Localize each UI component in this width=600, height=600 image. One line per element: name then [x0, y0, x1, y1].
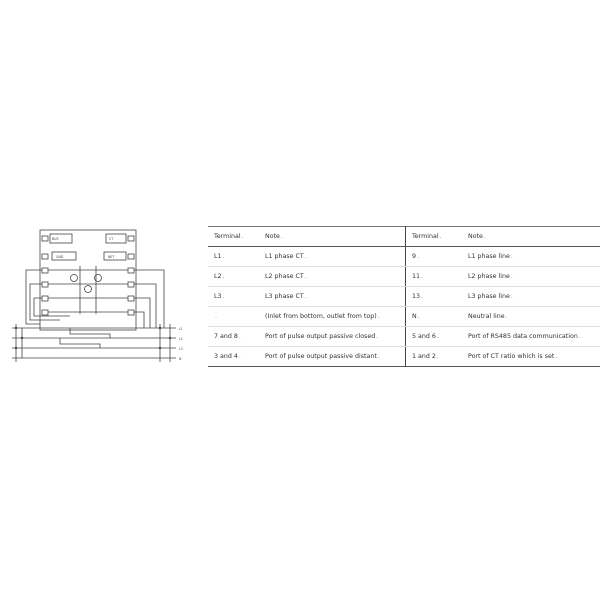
meter-body: [40, 230, 136, 330]
cell-note: Port of RS485 data communication.: [462, 327, 600, 347]
line-label-l3: L3: [179, 347, 183, 351]
module-label-net: NET: [108, 255, 115, 259]
cell-terminal: L1.: [208, 247, 259, 267]
table-row: [208, 267, 600, 287]
header-terminal-left: Terminal.: [208, 227, 259, 247]
cell-note: L2 phase line.: [462, 267, 600, 287]
header-note-left: Note.: [259, 227, 406, 247]
cell-note: L3 phase line.: [462, 287, 600, 307]
cell-note: (Inlet from bottom, outlet from top).: [259, 307, 406, 327]
table-row: [208, 247, 600, 267]
cell-terminal: 5 and 6.: [406, 327, 463, 347]
line-label-l2: L2: [179, 337, 183, 341]
cell-terminal: 11.: [406, 267, 463, 287]
table-row: [208, 347, 600, 367]
module-label-gnd: GND: [56, 255, 64, 259]
cell-note: L1 phase line.: [462, 247, 600, 267]
cell-terminal: 3 and 4.: [208, 347, 259, 367]
cell-terminal: 9.: [406, 247, 463, 267]
table-row: [208, 307, 600, 327]
table-row: [208, 287, 600, 307]
cell-note: L3 phase CT.: [259, 287, 406, 307]
terminal-table: [208, 226, 600, 367]
wiring-diagram: [0, 218, 200, 378]
cell-terminal: L2.: [208, 267, 259, 287]
cell-terminal: N.: [406, 307, 463, 327]
module-label-bus: BUS: [52, 237, 59, 241]
line-label-n: N: [179, 357, 182, 361]
cell-terminal: 13.: [406, 287, 463, 307]
cell-note: L1 phase CT.: [259, 247, 406, 267]
table-header-row: [208, 227, 600, 247]
module-label-ct: CT: [109, 237, 114, 241]
cell-terminal: L3.: [208, 287, 259, 307]
cell-terminal: 7 and 8.: [208, 327, 259, 347]
cell-note: Port of pulse output passive distant.: [259, 347, 406, 367]
cell-note: Port of pulse output passive closed.: [259, 327, 406, 347]
cell-note: L2 phase CT.: [259, 267, 406, 287]
header-note-right: Note.: [462, 227, 600, 247]
cell-note: Port of CT ratio which is set.: [462, 347, 600, 367]
line-label-l1: L1: [179, 327, 183, 331]
cell-note: Neutral line.: [462, 307, 600, 327]
cell-terminal: .: [208, 307, 259, 327]
header-terminal-right: Terminal.: [406, 227, 463, 247]
table-row: [208, 327, 600, 347]
cell-terminal: 1 and 2.: [406, 347, 463, 367]
wiring-diagram-svg: [0, 218, 200, 378]
